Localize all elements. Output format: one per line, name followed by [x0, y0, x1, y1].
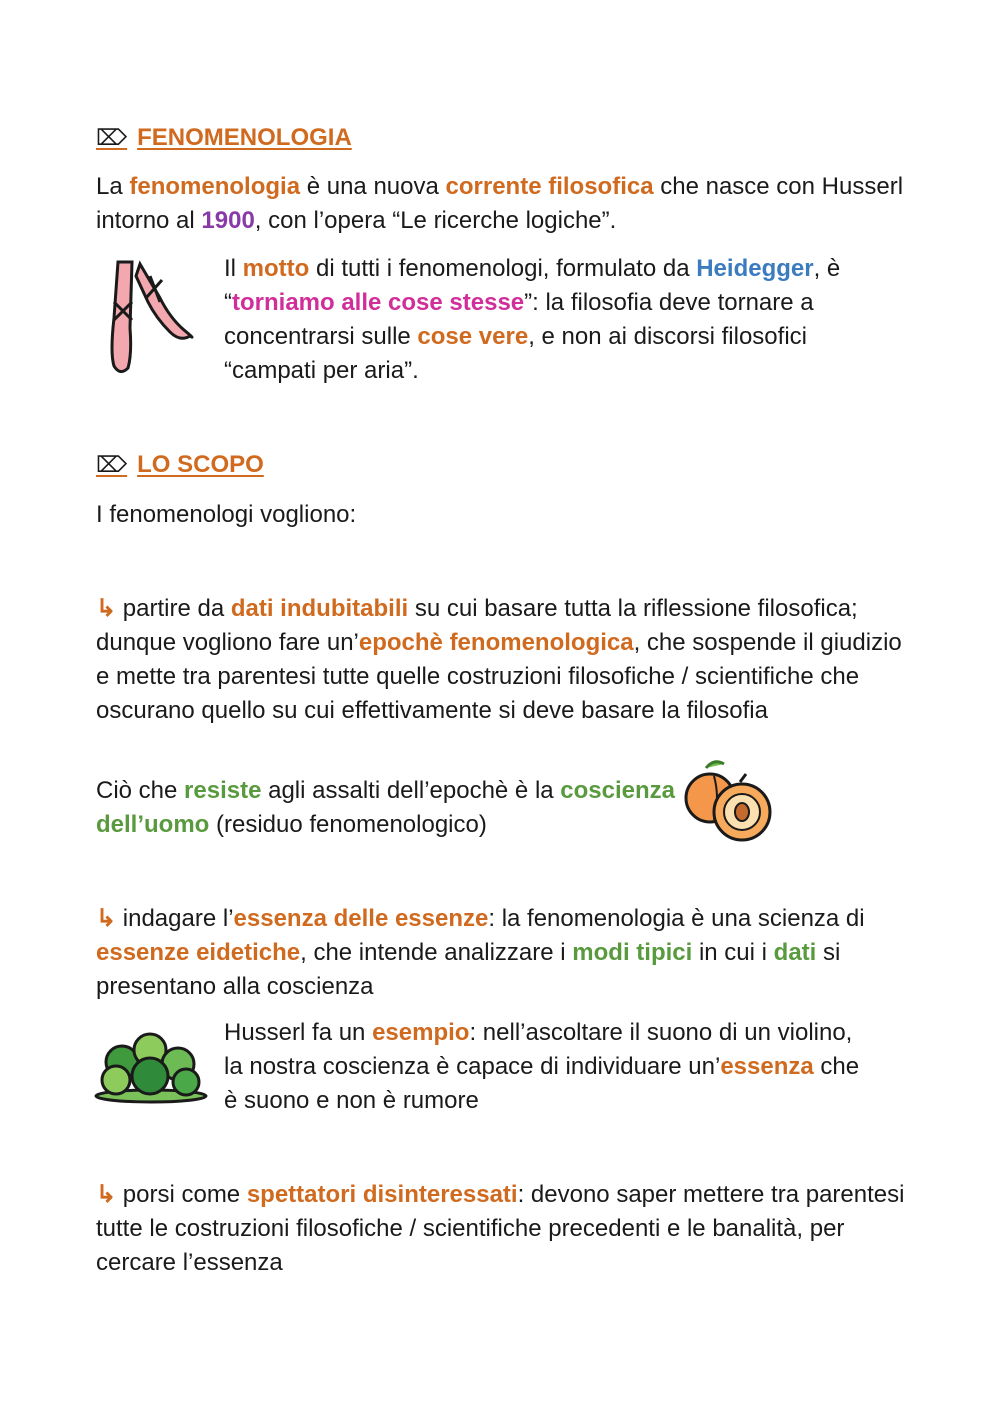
text-run: , è “ [224, 255, 847, 316]
curved-arrow-icon: ↳ [96, 905, 117, 932]
text-run: (residuo fenomenologico) [209, 811, 487, 838]
highlighted-term: epochè fenomenologica [358, 629, 634, 656]
highlighted-term: essenze eidetiche [96, 939, 301, 966]
text-run: : la fenomenologia è una scienza di [488, 905, 872, 932]
text-run: in cui i [692, 939, 774, 966]
text-run: : devono saper mettere tra parentesi tutte le costruzioni filosofiche / scientifiche precedenti e le banalità, per cercare l’essenza [96, 1181, 912, 1276]
bullet-item-3 [96, 1178, 916, 1280]
highlighted-term: fenomenologia [129, 173, 301, 200]
text-run: : nell’ascoltare il suono di un violino, la nostra coscienza è capace di individuare un’ [224, 1019, 860, 1080]
bullet-item-2 [96, 902, 916, 1004]
delete-arrow-icon: ⌦ [96, 125, 128, 150]
text-run: di tutti i fenomenologi, formulato da [309, 255, 697, 282]
text-run: , e non ai discorsi filosofici “campati per aria”. [224, 323, 814, 384]
highlighted-term: resiste [184, 777, 262, 804]
example-paragraph [224, 1016, 864, 1118]
text-run: partire da [122, 595, 231, 622]
section-heading-fenomenologia [96, 124, 352, 152]
curved-arrow-icon: ↳ [96, 1181, 117, 1208]
highlighted-term: Heidegger [696, 255, 814, 282]
highlighted-term: cose vere [417, 323, 529, 350]
section-title: FENOMENOLOGIA [137, 124, 352, 151]
text-run: che è suono e non è rumore [224, 1053, 866, 1114]
text-run: La [96, 173, 130, 200]
highlighted-term: esempio [372, 1019, 470, 1046]
text-run: che nasce con Husserl intorno al [96, 173, 910, 234]
bullet-text [96, 1181, 911, 1276]
intro-paragraph [96, 170, 916, 238]
bullet-text [96, 905, 871, 1000]
text-run: agli assalti dell’epochè è la [261, 777, 561, 804]
peach-icon [684, 754, 776, 846]
highlighted-term: motto [242, 255, 310, 282]
highlighted-term: spettatori disinteressati [246, 1181, 518, 1208]
highlighted-term: torniamo alle cose stesse [232, 289, 525, 316]
delete-arrow-icon: ⌦ [96, 452, 128, 477]
text-run: , che sospende il giudizio e mette tra parentesi tutte quelle costruzioni filosofiche / scientifiche che oscurano quello su cui effettivamente si deve basare la filosofia [96, 629, 909, 724]
highlighted-term: corrente filosofica [445, 173, 654, 200]
motto-paragraph [224, 252, 904, 388]
highlighted-term: 1900 [201, 207, 255, 234]
text-run: ”: la filosofia deve tornare a concentrarsi sulle [224, 289, 821, 350]
text-run: è una nuova [300, 173, 446, 200]
highlighted-term: dati [773, 939, 817, 966]
section-heading-scopo [96, 451, 264, 479]
text-run: si presentano alla coscienza [96, 939, 847, 1000]
text-run: Ciò che [96, 777, 185, 804]
curved-arrow-icon: ↳ [96, 595, 117, 622]
bush-icon [94, 1032, 208, 1104]
text-run: Il [224, 255, 243, 282]
text-run: porsi come [122, 1181, 247, 1208]
section-title: LO SCOPO [137, 451, 264, 478]
highlighted-term: modi tipici [572, 939, 693, 966]
highlighted-term: coscienza dell’uomo [96, 777, 682, 838]
bullet-text [96, 595, 908, 724]
ballet-shoes-icon [100, 258, 200, 378]
highlighted-term: dati indubitabili [230, 595, 409, 622]
residue-paragraph [96, 774, 682, 842]
bullet-item-1 [96, 592, 916, 728]
highlighted-term: essenza [720, 1053, 814, 1080]
text-run: su cui basare tutta la riflessione filosofica; dunque vogliono fare un’ [96, 595, 865, 656]
text-run: Husserl fa un [224, 1019, 373, 1046]
text-run: indagare l’ [122, 905, 234, 932]
text-run: , con l’opera “Le ricerche logiche”. [254, 207, 617, 234]
highlighted-term: essenza delle essenze [233, 905, 489, 932]
text-run: , che intende analizzare i [300, 939, 573, 966]
lead-text: I fenomenologi vogliono: [96, 501, 357, 528]
